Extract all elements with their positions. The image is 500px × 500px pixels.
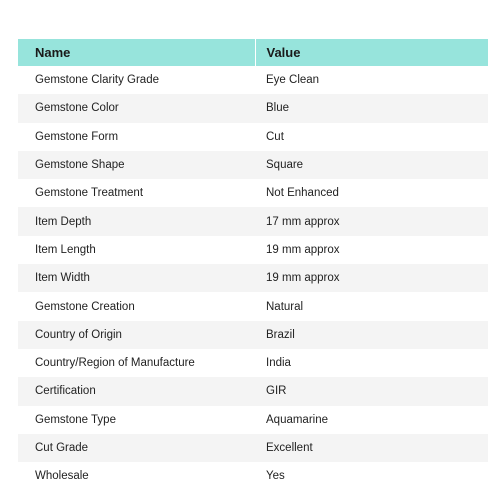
spec-name: Gemstone Creation bbox=[18, 292, 255, 320]
spec-name: Item Length bbox=[18, 236, 255, 264]
spec-name: Gemstone Shape bbox=[18, 151, 255, 179]
table-row bbox=[18, 406, 488, 434]
spec-value: Not Enhanced bbox=[255, 179, 488, 207]
column-header-value: Value bbox=[255, 39, 488, 66]
table-row bbox=[18, 434, 488, 462]
spec-name: Cut Grade bbox=[18, 434, 255, 462]
table-row bbox=[18, 349, 488, 377]
spec-value: Square bbox=[255, 151, 488, 179]
table-header-row bbox=[18, 39, 488, 66]
spec-name: Gemstone Color bbox=[18, 94, 255, 122]
table-row bbox=[18, 377, 488, 405]
spec-value: Eye Clean bbox=[255, 66, 488, 94]
spec-value: Yes bbox=[255, 462, 488, 490]
spec-name: Gemstone Treatment bbox=[18, 179, 255, 207]
spec-value: Excellent bbox=[255, 434, 488, 462]
table-body bbox=[18, 66, 488, 490]
table-row bbox=[18, 94, 488, 122]
table-row bbox=[18, 66, 488, 94]
spec-name: Gemstone Form bbox=[18, 123, 255, 151]
spec-name: Gemstone Type bbox=[18, 406, 255, 434]
table-row bbox=[18, 179, 488, 207]
spec-name: Country of Origin bbox=[18, 321, 255, 349]
spec-value: Brazil bbox=[255, 321, 488, 349]
spec-name: Item Width bbox=[18, 264, 255, 292]
spec-value: Aquamarine bbox=[255, 406, 488, 434]
spec-value: India bbox=[255, 349, 488, 377]
table-row bbox=[18, 292, 488, 320]
table-row bbox=[18, 236, 488, 264]
spec-name: Item Depth bbox=[18, 207, 255, 235]
table-row bbox=[18, 264, 488, 292]
spec-value: 17 mm approx bbox=[255, 207, 488, 235]
spec-value: GIR bbox=[255, 377, 488, 405]
spec-value: 19 mm approx bbox=[255, 236, 488, 264]
spec-name: Certification bbox=[18, 377, 255, 405]
table-row bbox=[18, 123, 488, 151]
specs-table bbox=[18, 39, 488, 490]
table-row bbox=[18, 207, 488, 235]
spec-value: Cut bbox=[255, 123, 488, 151]
column-header-name: Name bbox=[18, 39, 255, 66]
spec-name: Wholesale bbox=[18, 462, 255, 490]
spec-name: Country/Region of Manufacture bbox=[18, 349, 255, 377]
spec-value: Blue bbox=[255, 94, 488, 122]
table-row bbox=[18, 151, 488, 179]
spec-value: Natural bbox=[255, 292, 488, 320]
table-row bbox=[18, 462, 488, 490]
table-row bbox=[18, 321, 488, 349]
spec-name: Gemstone Clarity Grade bbox=[18, 66, 255, 94]
spec-value: 19 mm approx bbox=[255, 264, 488, 292]
